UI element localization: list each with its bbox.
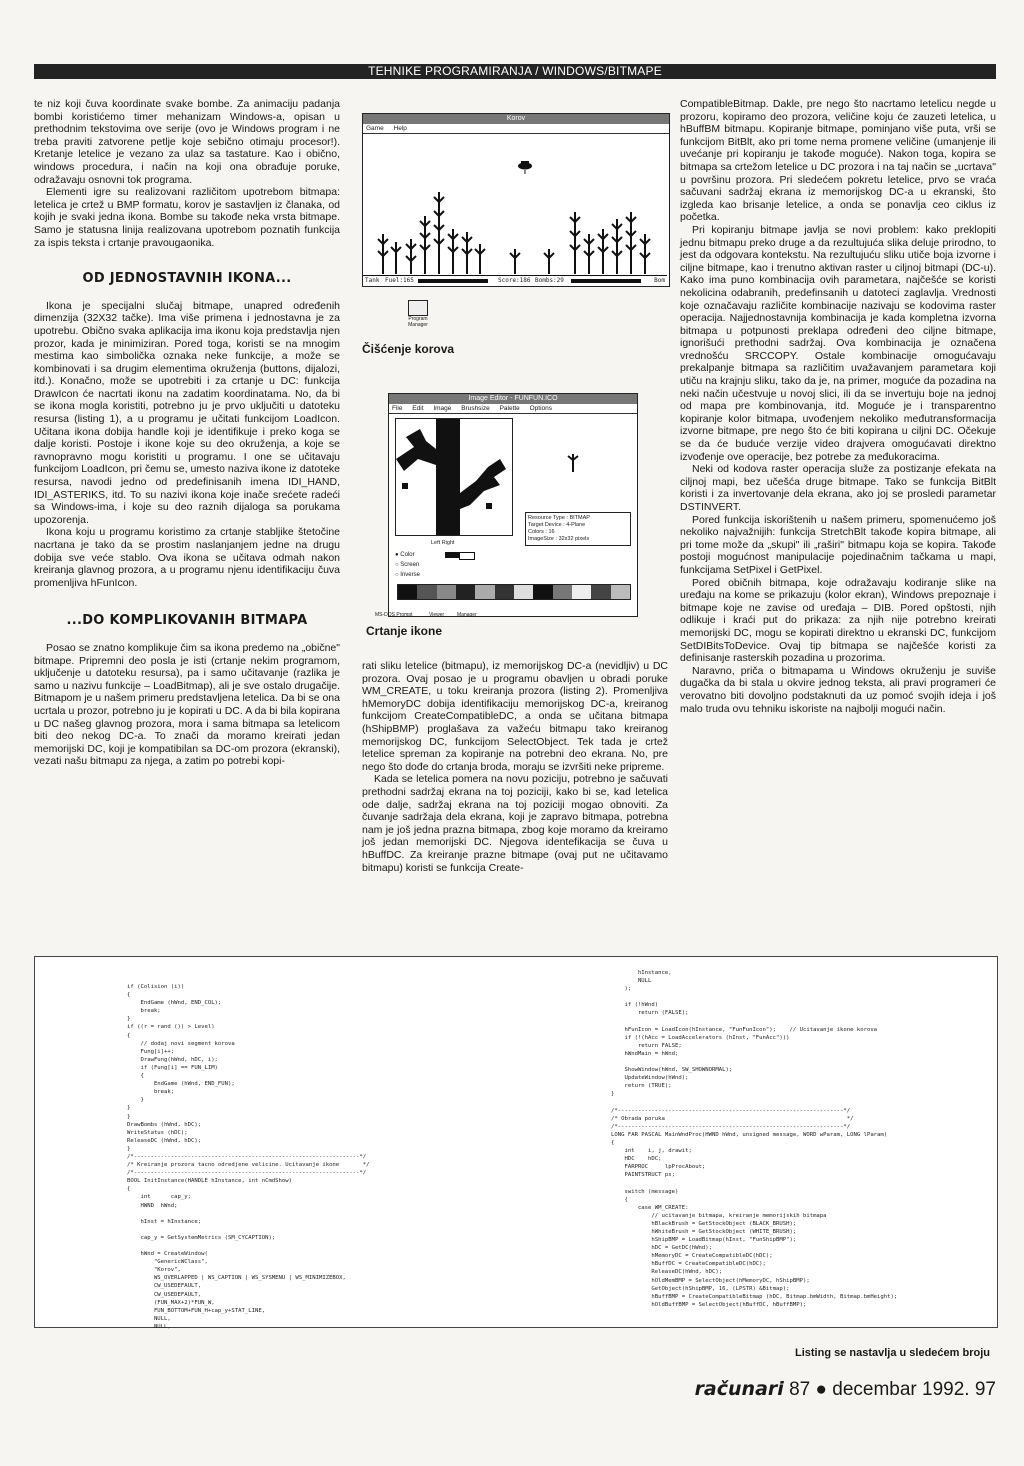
issue-date: decembar 1992.: [832, 1379, 970, 1400]
game-status-bar: [363, 275, 667, 286]
taskbar-label: MS-DOS Prompt: [375, 612, 413, 618]
info-line: ImageSize : 32x32 pixels: [528, 536, 590, 542]
listing-continuation-note: Listing se nastavlja u sledećem broju: [794, 1347, 990, 1359]
status-tank: Tank: [365, 277, 380, 284]
status-bomb: Bom: [654, 277, 665, 284]
paragraph: Neki od kodova raster operacija služe za postizanje efekata na ciljnoj mapi, bez učešća druge bitmape. Tako se funkcija BitBlt koristi i za invertovanje dela ekrana, ako joj se prosledi parametar DSTINVERT.: [680, 463, 996, 513]
weed-stalks: [378, 192, 650, 274]
radio-group: [395, 550, 420, 580]
radio-color[interactable]: ● Color: [395, 552, 415, 558]
editor-menu-bar: [389, 404, 637, 414]
section-heading-icons: OD JEDNOSTAVNIH IKONA...: [82, 271, 292, 287]
bombs-bar: [571, 279, 641, 283]
paragraph: Posao se znatno komplikuje čim sa ikona predemo na „obične" bitmape. Pripremni deo posla je isti (crtanje nekim programom, uključenje u datoteku resursa), pa i samo učitavanje (razlika je samo u nazivu funkcije – LoadBitmap), ali je sve ostalo drugačije. Bitmapom je u našem primeru predstavljena letelica. Da bi se ona ucrtala u prozor, potrebno ju je kopirati u DC. A da bi bila kopirana u DC našeg glavnog prozora, mora i sama bitmapa sa letelicom biti deo nekog DC-a. To znači da moramo kreirati jedan memorijski DC, koji je kompatibilan sa DC-om prozora (ekranski), vezati našu bitmapu za njega, a zatim po potrebi kopi-: [34, 641, 340, 768]
menu-item-brushsize[interactable]: Brushsize: [461, 405, 490, 412]
menu-item-help[interactable]: Help: [393, 125, 407, 132]
paragraph: Ikona koju u programu koristimo za crtanje stabljike štetočine nacrtana je tako da se prostim naslanjanjem jedne na drugu dobija sve veće stablo. Ova ikona se učitava odmah nakon kreiranja glavnog prozora, a u programu njenu identifikaciju čuva promenljiva hFunIcon.: [34, 526, 340, 589]
code-listing-right: hInstance, NULL ); if (!hWnd) return (FALSE); hFunIcon = LoadIcon(hInstance, "FunFunIcon"); // Ucitavanje ikone korova if (!(hAcc = LoadAccelerators (hInst, "FunAcc"))) return FALSE; hWndMain = hWnd; ShowWindow(hWnd, SW_SHOWNORMAL); UpdateWindow(hWnd); return (TRUE); } /*-------------------------------------------------------------------*/ /* Obrada poruka */ /*-------------------------------------------------------------------*/ LONG FAR PASCAL MainWndProc(HWND hWnd, unsigned message, WORD wParam, LONG lParam) { int i, j, drawit; HDC hDC; FARPROC lpProcAbout; PAINTSTRUCT ps; switch (message) { case WM_CREATE: // ucitavanje bitmapa, kreiranje memorijskih bitmapa hBlackBrush = GetStockObject (BLACK_BRUSH); hWhiteBrush = GetStockObject (WHITE_BRUSH); hShipBMP = LoadBitmap(hInst, "FunShipBMP"); hDC = GetDC(hWnd); hMemoryDC = CreateCompatibleDC(hDC); hBuffDC = CreateCompatibleDC(hDC); ReleaseDC(hWnd, hDC); hOldMemBMP = SelectObject(hMemoryDC, hShipBMP); GetObject(hShipBMP, 16, (LPSTR) &Bitmap); hBuffBMP = CreateCompatibleBitmap (hDC, Bitmap.bmWidth, Bitmap.bmHeight); hOldBuffBMP = SelectObject(hBuffDC, hBuffBMP);: [611, 970, 898, 1308]
paragraph: Pored funkcija iskorištenih u našem primeru, spomenućemo još nekoliko najvažnijih: funkcija StretchBlt takođe kopira bitmape, ali pri tome može da „skupi" ili „raširi" bitmapu koja se kopira. Takođe postoji mogućnost manipulacije pojedinačnim tačkama u mapi, funkcijama SetPixel i GetPixel.: [680, 513, 996, 576]
paragraph: Kada se letelica pomera na novu poziciju, potrebno je sačuvati prethodni sadržaj ekrana na toj poziciji, kako bi se, kad letelica ode dalje, sadržaj ekrana na toj poziciji mogao obnoviti. Za čuvanje sadržaja dela ekrana, koji je zapravo bitmapa, potrebna nam je još jedna prazna bitmapa, zbog koje moramo da kreiramo još jedan memorijski DC. Njegova identefikacija se čuva u hBuffDC. Za kreiranje prazne bitmape (ovaj put ne učitavamo bitmapu) koristi se funkcija Create-: [362, 773, 668, 874]
weed-icon-preview: [565, 452, 581, 472]
magazine-name: računari: [694, 1378, 784, 1400]
game-menu-bar: [363, 124, 669, 134]
fuel-bar: [418, 279, 488, 283]
figure-caption-2: Crtanje ikone: [366, 624, 443, 638]
issue-number: 87: [789, 1379, 811, 1400]
game-scene: [363, 134, 667, 274]
palette-bar[interactable]: [397, 584, 631, 600]
page-footer: [695, 1378, 996, 1401]
info-line: Target Device : 4-Plane: [528, 522, 586, 528]
status-fuel: Fuel:165: [385, 277, 414, 284]
paragraph: Pored običnih bitmapa, koje odražavaju kodiranje slike na uređaju na kome se prikazuju (kolor ekran), Windows prepoznaje i bitmape koje ne zavise od uređaja – DIB. Pored opštosti, njih odlikuje i kraći put do prikaza: za njih nije potrebno kreirati memorijski DC, mogu se kopirati direktno u ekranski DC, funkcijom SetDIBitsToDevice. Ovaj tip bitmapa se najčešće koristi za definisanje rasterskih pozadina u prozorima.: [680, 576, 996, 665]
taskbar-label: Manager: [457, 612, 477, 618]
editor-window-title: Image Editor - FUNFUN.ICO: [389, 394, 637, 404]
article-column-3: [680, 98, 996, 715]
menu-item-image[interactable]: Image: [433, 405, 452, 412]
resource-info-box: [525, 512, 631, 546]
radio-screen[interactable]: ○ Screen: [395, 562, 420, 568]
menu-item-edit[interactable]: Edit: [412, 405, 424, 412]
info-line: Resource Type : BITMAP: [528, 515, 590, 521]
code-listing-left: if (Colision (i)) { EndGame (hWnd, END_COL); break; } if ((r = rand ()) > Level) { // dodaj novi segment korova Fung[i]++; DrawFung(hWnd, hDC, i); if (Fung[i] == FUN_LIM) { EndGame (hWnd, END_FUN); break; } } } DrawBombs (hWnd, hDC); WriteStatus (hDC); ReleaseDC (hWnd, hDC); } /*-------------------------------------------------------------------*/ /* Kreiranje prozora tacno odredjene velicine. Ucitavanje ikone */ /*-------------------------------------------------------------------*/ BOOL InitInstance(HANDLE hInstance, int nCmdShow) { int cap_y; HWND hWnd; hInst = hInstance; cap_y = GetSystemMetrics (SM_CYCAPTION); hWnd = CreateWindow( "GenericWClass", "Korov", WS_OVERLAPPED | WS_CAPTION | WS_SYSMENU | WS_MINIMIZEBOX, CW_USEDEFAULT, CW_USEDEFAULT, (FUN_MAX+2)*FUN_W, FUN_BOTTOM+FUN_H+cap_y+STAT_LINE, NULL, NULL,: [127, 984, 370, 1330]
game-window-title: Korov: [363, 114, 669, 124]
menu-item-options[interactable]: Options: [529, 405, 553, 412]
code-listing-box: [34, 956, 998, 1328]
paragraph: Elementi igre su realizovani različitom upotrebom bitmapa: letelica je crtež u BMP formatu, korov je sastavljen iz članaka, od kojih je svaki jedna ikona. Bombe su takođe neka vrsta bitmape. Samo je statusna linija realizovana upotrebom poznatih funkcija za ispis teksta i crtanje pravougaonika.: [34, 186, 340, 249]
status-bombs: Bombs:29: [535, 277, 564, 284]
color-swatch-right: [459, 552, 475, 560]
page-number: 97: [974, 1379, 996, 1400]
footer-dot: ●: [815, 1379, 827, 1400]
paragraph: Ikona je specijalni slučaj bitmape, unapred određenih dimenzija (32X32 tačke). Ima više primena i jednostavna je za upotrebu. Obično svaka aplikacija ima ikonu koja predstavlja njen prozor, kada je minimiziran. Pored toga, koristi se na mnogim mestima kao simbolička oznaka neke funkcije, a može se kombinovati i sa drugim elementima okruženja (buttons, dijalozi, itd.). Konačno, može se upotrebiti i za crtanje u DC: funkcija DrawIcon će nacrtati ikonu na zadatim koordinatama. No, da bi se ikona mogla koristiti, potrebno ju je prvo uključiti u datoteku resursa (listing 1), a u programu je učitati funkcijom LoadIcon. Učitana ikona dobija handle koji je identifikuje i preko koga se dalje koristi. Postoje i ikone koje su deo okruženja, a koje se ravnopravno mogu koristiti u programu. I one se učitavaju funkcijom LoadIcon, pri čemu se, umesto naziva ikone iz datoteke resursa, navodi jedno od predefinisanih imena IDI_HAND, IDI_ASTERIKS, itd. To su nazivi ikona koje inače srećete radeći sa Windows-ima, i koje su deo raznih dijaloga sa porukama upozorenja.: [34, 299, 340, 526]
icon-canvas[interactable]: [395, 418, 513, 536]
paragraph: Naravno, priča o bitmapama u Windows okruženju je suviše dugačka da bi stala u okvire jednog teksta, ali pravi programeri će verovatno biti dovoljno podstaknuti da uz pomoć svojih ideja i još malo truda ovu tehniku iskoriste na najbolji mogući način.: [680, 664, 996, 715]
info-line: Colors : 16: [528, 529, 555, 535]
paragraph: Pri kopiranju bitmape javlja se novi problem: kako preklopiti jednu bitmapu preko druge a da rezultujuća slika deluje prirodno, to jest da odgovara kontekstu. Na rezultujuću sliku utiče boja izvorne i ciljne bitmape, kao i trenutno aktivan raster u ciljnoj bitmapi (DC-u). Kako ima puno kombinacija ovih parametara, najčešće se koristi nekolicina odabranih, predefinsanih u datoteci zaglavlja. Vrednosti koje označavaju različite kombinacije nazivaju se kodovima raster operacija. Najjednostavnija kombinacija je kada kompletna izvorna bitmapa u potpunosti preklapa određeni deo ciljne bitmape, ignorišući prethodni sadržaj. Ova kombinacija je označena vrednošću SRCCOPY. Ostale kombinacije omogućavaju prekalpanje bitmapa sa različitim uvažavanjem parametara koji utiču na krajnju sliku, tako da je, na primer, moguće da pozadina na neki način učestvuje u novoj slici, ili da se invertuju boje na jednoj od mapa pre kombinovanja, itd. Moguće je i transparentno kopiranje kolor bitmapa, uvođenjem nekoliko međutransformacija izvorne bitmape, pre nego što će biti kopirana u ciljni DC. Očekuje se da će buduće verzije video drajvera omogućavati direktno izvođenje ove operacije, bez potrebe za međukoracima.: [680, 223, 996, 463]
image-editor-screenshot: [375, 393, 638, 618]
menu-item-game[interactable]: Game: [366, 125, 384, 132]
article-column-2: [362, 660, 668, 874]
section-heading-bitmaps: ...DO KOMPLIKOVANIH BITMAPA: [66, 613, 308, 629]
program-manager-label: Program Manager: [408, 316, 428, 328]
ship-icon: [518, 161, 532, 174]
status-score: Score:186: [498, 277, 531, 284]
menu-item-file[interactable]: File: [392, 405, 403, 412]
program-manager-icon[interactable]: [408, 300, 428, 316]
paragraph: CompatibleBitmap. Dakle, pre nego što nacrtamo letelicu negde u prozoru, kopiramo deo prozora, veličine koju će zauzeti letelica, u hBuffBM bitmapu. Kopiranje bitmape, pominjano više puta, vrši se funkcijom BitBlt, ako pri tome nema promene veličine (umanjenje ili uvećanje pri kopiranju je takođe moguće). Nakon toga, kopira se bitmapa sa crtežom letelice u DC prozora i na taj način se „ucrtava" u površinu prozora. Pri sledećem pokretu letelice, prvo se vraća sačuvani sadržaj ekrana iz memorijskog DC-a u ekranski, što izgleda kao brisanje letelice, a onda se ponavlja ceo ciklus iz početka.: [680, 98, 996, 224]
color-swatch-left: [445, 552, 459, 558]
paragraph: te niz koji čuva koordinate svake bombe. Za animaciju padanja bombi koristićemo timer mehanizam Windows-a, opisan u prethodnim tekstovima ove serije (ovo je Windows program i ne treba praviti zatvorene petlje koje sebično otimaju procesor!). Kretanje letelice je vezano za ulaz sa tastature. Kao i obično, windows procedura, i način na koji ona obrađuje poruke, odražavaju osnovni tok programa.: [34, 98, 340, 186]
menu-item-palette[interactable]: Palette: [499, 405, 520, 412]
game-window-screenshot: [362, 113, 670, 287]
section-header: TEHNIKE PROGRAMIRANJA / WINDOWS/BITMAPE: [34, 64, 996, 79]
left-right-label: Left Right: [431, 540, 455, 546]
article-column-1: [34, 98, 340, 768]
figure-caption-1: Čišćenje korova: [362, 342, 455, 356]
taskbar-label: Viewer: [429, 612, 445, 618]
radio-inverse[interactable]: ○ Inverse: [395, 572, 420, 578]
paragraph: rati sliku letelice (bitmapu), iz memorijskog DC-a (nevidljiv) u DC prozora. Ovaj posao je u programu obavljen u obradi poruke WM_CREATE, u toku kreiranja prozora (listing 2). Promenljiva hMemoryDC dobija identifikaciju memorijskog DC-a, kreiranog funkcijom CreateCompatibleDC, a onda se učitana bitmapa (hShipBMP) proglašava za važeću bitmapu tako kreiranog memorijskog DC, funkcijom SelectObject. Tek tada je crtež letelice spreman za kopiranje na potrebni deo ekrana. No, pre nego što dođe do crtanja broda, moraju se izvršiti neke pripreme.: [362, 660, 668, 773]
